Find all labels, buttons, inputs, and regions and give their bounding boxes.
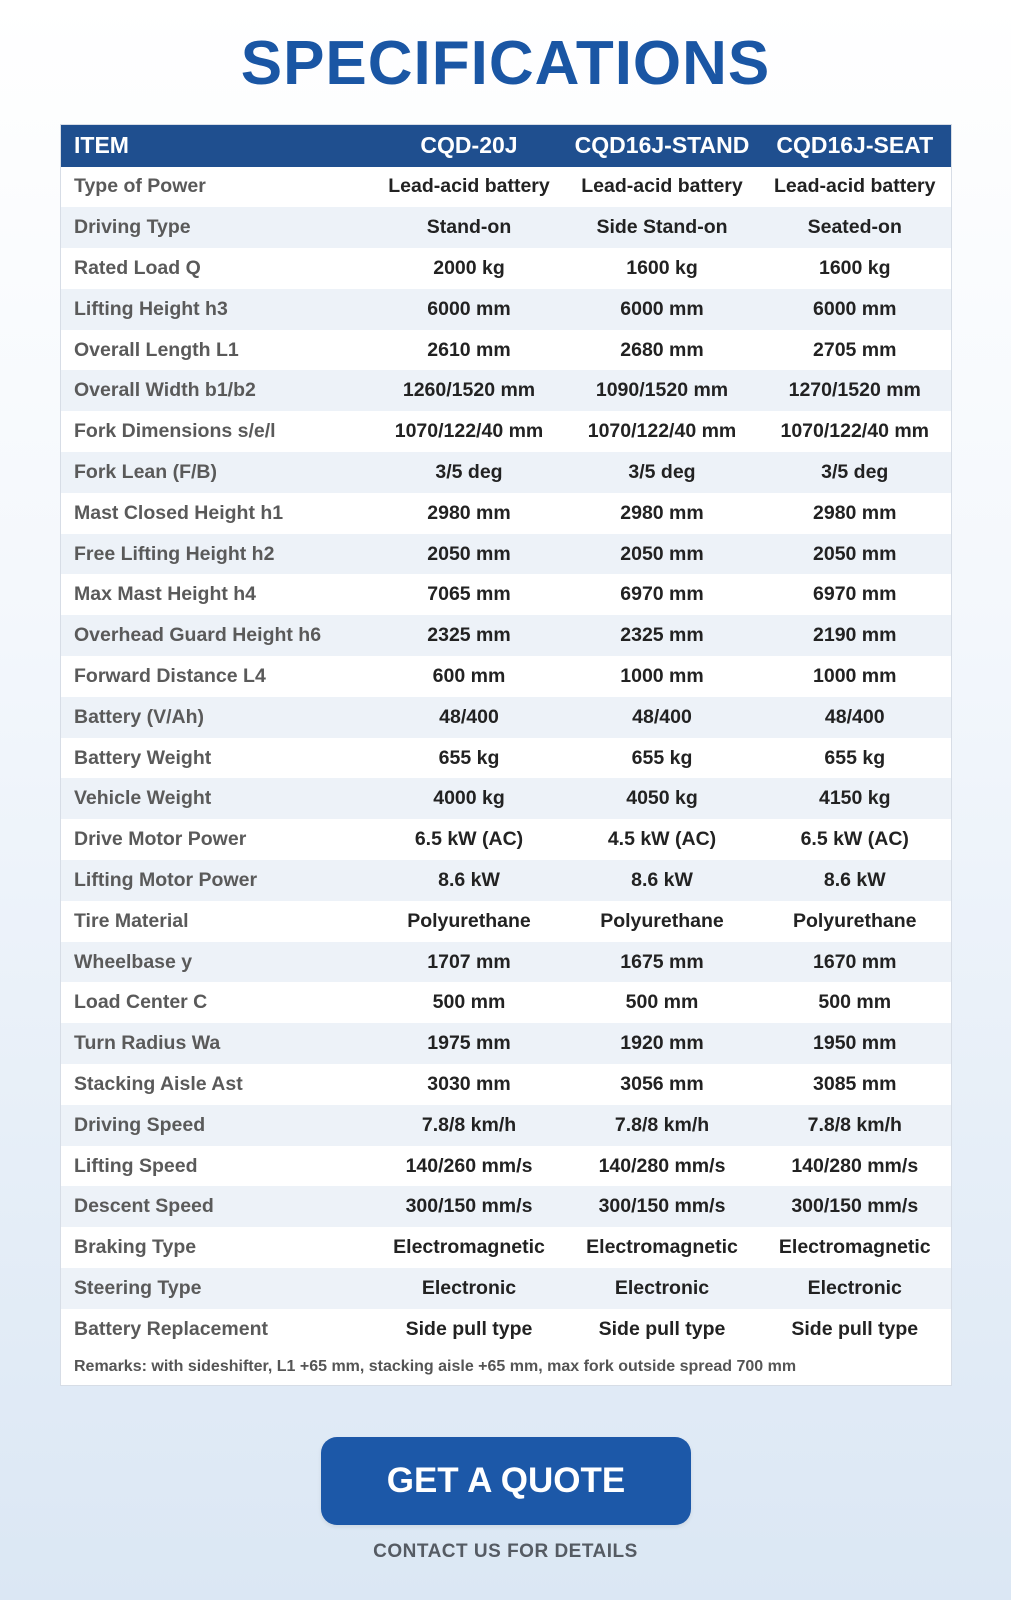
spec-value: 3030 mm bbox=[427, 1072, 511, 1095]
table-row bbox=[61, 1146, 952, 1187]
spec-value: 500 mm bbox=[432, 991, 506, 1014]
spec-value: Polyurethane bbox=[600, 909, 724, 932]
spec-label: Battery Replacement bbox=[74, 1317, 268, 1340]
spec-value: 2980 mm bbox=[620, 501, 704, 524]
spec-value: Side pull type bbox=[791, 1317, 919, 1340]
spec-value: 655 kg bbox=[438, 746, 500, 769]
spec-value: 300/150 mm/s bbox=[405, 1195, 533, 1218]
table-row bbox=[61, 1227, 952, 1268]
spec-value: 6000 mm bbox=[427, 297, 511, 320]
spec-value: Stand-on bbox=[426, 216, 512, 239]
spec-value: 140/260 mm/s bbox=[405, 1154, 533, 1177]
spec-label: Mast Closed Height h1 bbox=[74, 501, 284, 524]
spec-value: Lead-acid battery bbox=[774, 175, 936, 198]
table-row bbox=[61, 982, 952, 1023]
spec-label: Free Lifting Height h2 bbox=[74, 542, 275, 565]
spec-label: Steering Type bbox=[74, 1276, 202, 1299]
get-a-quote-button[interactable]: GET A QUOTE bbox=[321, 1437, 691, 1525]
spec-label: Stacking Aisle Ast bbox=[74, 1072, 243, 1095]
spec-value: Polyurethane bbox=[407, 909, 531, 932]
spec-value: Electromagnetic bbox=[393, 1236, 545, 1259]
spec-value: 7.8/8 km/h bbox=[421, 1113, 517, 1136]
spec-value: 7.8/8 km/h bbox=[614, 1113, 710, 1136]
table-row bbox=[61, 1064, 952, 1105]
spec-value: 6970 mm bbox=[813, 583, 897, 606]
spec-value: 1270/1520 mm bbox=[788, 379, 921, 402]
spec-value: 1260/1520 mm bbox=[402, 379, 536, 402]
remarks-row bbox=[61, 1350, 952, 1386]
spec-label: Tire Material bbox=[74, 909, 189, 932]
table-row bbox=[61, 778, 952, 819]
spec-value: Seated-on bbox=[807, 216, 902, 239]
table-row bbox=[61, 493, 952, 534]
spec-label: Battery (V/Ah) bbox=[74, 705, 205, 728]
spec-value: 8.6 kW bbox=[438, 868, 500, 891]
spec-value: 48/400 bbox=[632, 705, 692, 728]
spec-value: 2050 mm bbox=[427, 542, 511, 565]
spec-value: 300/150 mm/s bbox=[791, 1195, 919, 1218]
spec-value: 1670 mm bbox=[813, 950, 897, 973]
spec-value: 3085 mm bbox=[813, 1072, 897, 1095]
table-row bbox=[61, 167, 952, 208]
spec-value: 6000 mm bbox=[813, 297, 897, 320]
spec-value: 2000 kg bbox=[433, 256, 505, 279]
table-row bbox=[61, 452, 952, 493]
spec-value: 48/400 bbox=[824, 705, 885, 728]
spec-value: 2325 mm bbox=[427, 624, 511, 647]
table-row bbox=[61, 370, 952, 411]
spec-value: 1070/122/40 mm bbox=[394, 420, 544, 443]
spec-value: 1675 mm bbox=[620, 950, 704, 973]
spec-value: 3/5 deg bbox=[435, 460, 503, 483]
spec-value: 8.6 kW bbox=[823, 868, 886, 891]
spec-value: Electronic bbox=[614, 1276, 710, 1299]
spec-label: Drive Motor Power bbox=[74, 828, 247, 851]
table-row bbox=[61, 574, 952, 615]
spec-value: 300/150 mm/s bbox=[598, 1195, 726, 1218]
spec-value: 6.5 kW (AC) bbox=[800, 828, 909, 851]
spec-value: 600 mm bbox=[432, 664, 506, 687]
spec-value: 655 kg bbox=[824, 746, 886, 769]
contact-subtext: CONTACT US FOR DETAILS bbox=[373, 1541, 638, 1562]
spec-label: Max Mast Height h4 bbox=[74, 583, 257, 606]
spec-value: 2050 mm bbox=[620, 542, 704, 565]
spec-label: Wheelbase y bbox=[74, 950, 193, 973]
table-row bbox=[61, 534, 952, 575]
spec-label: Braking Type bbox=[74, 1236, 197, 1259]
spec-value: 3056 mm bbox=[620, 1072, 704, 1095]
spec-value: 2980 mm bbox=[813, 501, 897, 524]
remarks-text: Remarks: with sideshifter, L1 +65 mm, stacking aisle +65 mm, max fork outside spread 700 mm bbox=[74, 1358, 797, 1376]
column-header-item: ITEM bbox=[74, 132, 129, 159]
spec-value: 6.5 kW (AC) bbox=[414, 828, 524, 851]
column-header-cqd-20j: CQD-20J bbox=[420, 132, 518, 159]
spec-value: 655 kg bbox=[631, 746, 693, 769]
spec-value: 1707 mm bbox=[427, 950, 511, 973]
spec-label: Battery Weight bbox=[74, 746, 212, 769]
spec-label: Forward Distance L4 bbox=[74, 664, 266, 687]
page-title: SPECIFICATIONS bbox=[240, 29, 771, 98]
spec-label: Lifting Speed bbox=[74, 1154, 198, 1177]
table-row bbox=[61, 819, 952, 860]
table-row bbox=[61, 411, 952, 452]
spec-value: 1975 mm bbox=[427, 1032, 511, 1055]
spec-label: Fork Dimensions s/e/l bbox=[74, 420, 276, 443]
spec-value: 4150 kg bbox=[818, 787, 891, 810]
spec-value: 48/400 bbox=[439, 705, 499, 728]
spec-value: 4050 kg bbox=[626, 787, 698, 810]
spec-value: 1600 kg bbox=[818, 256, 891, 279]
table-row bbox=[61, 942, 952, 983]
table-row bbox=[61, 697, 952, 738]
column-header-cqd16j-seat: CQD16J-SEAT bbox=[776, 132, 934, 159]
table-row bbox=[61, 1023, 952, 1064]
table-header-row bbox=[61, 125, 952, 167]
spec-value: Side pull type bbox=[598, 1317, 726, 1340]
spec-value: 1090/1520 mm bbox=[595, 379, 729, 402]
spec-value: 1600 kg bbox=[626, 256, 698, 279]
spec-value: 6000 mm bbox=[620, 297, 704, 320]
spec-value: 1950 mm bbox=[813, 1032, 897, 1055]
spec-value: Side Stand-on bbox=[596, 216, 728, 239]
spec-value: Side pull type bbox=[405, 1317, 533, 1340]
spec-label: Overall Length L1 bbox=[74, 338, 239, 361]
spec-value: 1070/122/40 mm bbox=[780, 420, 930, 443]
table-row bbox=[61, 330, 952, 371]
spec-value: 4000 kg bbox=[433, 787, 505, 810]
spec-label: Vehicle Weight bbox=[74, 787, 212, 810]
spec-label: Fork Lean (F/B) bbox=[74, 460, 218, 483]
spec-label: Driving Speed bbox=[74, 1113, 206, 1136]
spec-label: Load Center C bbox=[74, 991, 208, 1014]
spec-label: Overhead Guard Height h6 bbox=[74, 624, 322, 647]
spec-value: 2705 mm bbox=[813, 338, 897, 361]
column-header-cqd16j-stand: CQD16J-STAND bbox=[574, 132, 750, 159]
spec-value: Electromagnetic bbox=[778, 1236, 931, 1259]
table-row bbox=[61, 1309, 952, 1350]
spec-value: 7065 mm bbox=[427, 583, 511, 606]
specifications-table bbox=[60, 124, 952, 1386]
table-row bbox=[61, 656, 952, 697]
spec-value: 140/280 mm/s bbox=[791, 1154, 919, 1177]
spec-value: 1000 mm bbox=[620, 664, 704, 687]
spec-label: Lifting Height h3 bbox=[74, 297, 228, 320]
spec-value: 2610 mm bbox=[427, 338, 511, 361]
spec-value: 1070/122/40 mm bbox=[587, 420, 737, 443]
spec-value: Lead-acid battery bbox=[581, 175, 743, 198]
table-row bbox=[61, 901, 952, 942]
spec-value: Lead-acid battery bbox=[388, 175, 550, 198]
spec-value: Electromagnetic bbox=[586, 1236, 738, 1259]
spec-value: 500 mm bbox=[818, 991, 892, 1014]
spec-value: 2050 mm bbox=[813, 542, 897, 565]
spec-label: Rated Load Q bbox=[74, 256, 201, 279]
spec-value: 2680 mm bbox=[620, 338, 704, 361]
table-row bbox=[61, 248, 952, 289]
spec-label: Lifting Motor Power bbox=[74, 868, 258, 891]
table-row bbox=[61, 289, 952, 330]
spec-label: Descent Speed bbox=[74, 1195, 214, 1218]
spec-value: 3/5 deg bbox=[628, 460, 696, 483]
table-row bbox=[61, 207, 952, 248]
spec-value: 2190 mm bbox=[813, 624, 897, 647]
spec-value: 2325 mm bbox=[620, 624, 704, 647]
spec-value: 500 mm bbox=[625, 991, 699, 1014]
spec-value: 3/5 deg bbox=[821, 460, 889, 483]
table-row bbox=[61, 1186, 952, 1227]
spec-value: 140/280 mm/s bbox=[598, 1154, 726, 1177]
table-row bbox=[61, 1105, 952, 1146]
spec-label: Overall Width b1/b2 bbox=[74, 379, 256, 402]
spec-value: 2980 mm bbox=[427, 501, 511, 524]
table-row bbox=[61, 615, 952, 656]
spec-value: Polyurethane bbox=[792, 909, 917, 932]
spec-value: 1000 mm bbox=[813, 664, 897, 687]
spec-value: 7.8/8 km/h bbox=[807, 1113, 902, 1136]
spec-label: Driving Type bbox=[74, 216, 191, 239]
spec-label: Type of Power bbox=[74, 175, 206, 198]
spec-label: Turn Radius Wa bbox=[74, 1032, 221, 1055]
spec-value: 4.5 kW (AC) bbox=[607, 828, 717, 851]
spec-value: Electronic bbox=[807, 1276, 902, 1299]
spec-value: 6970 mm bbox=[620, 583, 704, 606]
table-body bbox=[61, 167, 952, 1386]
table-row bbox=[61, 738, 952, 779]
table-row bbox=[61, 1268, 952, 1309]
spec-value: 8.6 kW bbox=[631, 868, 693, 891]
table-row bbox=[61, 860, 952, 901]
spec-value: Electronic bbox=[421, 1276, 517, 1299]
spec-value: 1920 mm bbox=[620, 1032, 704, 1055]
